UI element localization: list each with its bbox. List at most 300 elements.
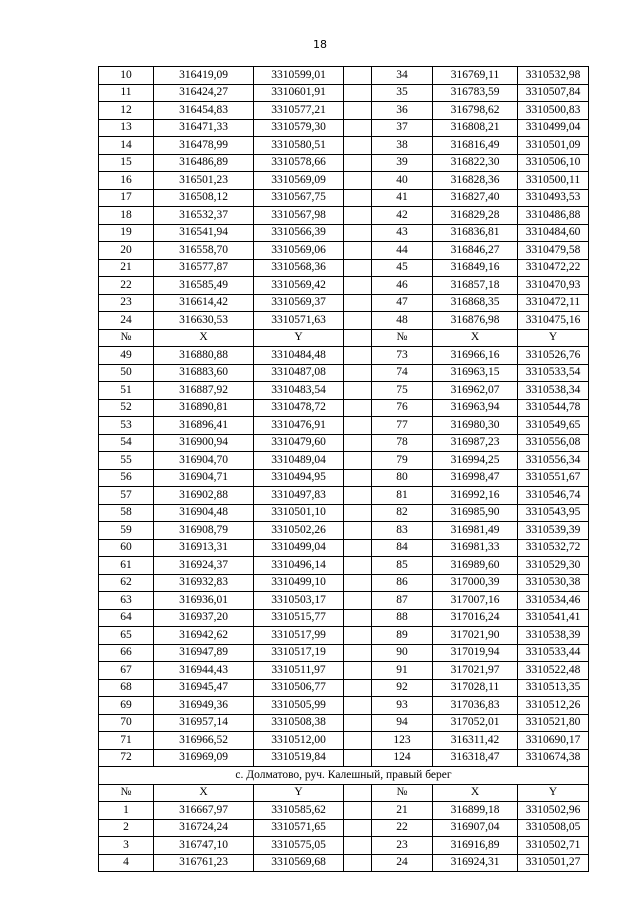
table-cell: 316747,10 (154, 837, 254, 855)
table-cell: 88 (372, 609, 433, 627)
table-cell: 3310551,67 (518, 469, 589, 487)
table-cell: 316942,62 (154, 627, 254, 645)
table-cell: 73 (372, 347, 433, 365)
table-cell: 317000,39 (433, 574, 518, 592)
table-cell: 37 (372, 119, 433, 137)
table-cell (344, 207, 372, 225)
table-cell: 316963,94 (433, 399, 518, 417)
table-cell: 316883,60 (154, 364, 254, 382)
table-cell: № (99, 329, 154, 347)
table-cell: 3310532,72 (518, 539, 589, 557)
table-cell: 316904,48 (154, 504, 254, 522)
table-cell: 92 (372, 679, 433, 697)
table-cell: 3310568,36 (254, 259, 344, 277)
table-cell: 316724,24 (154, 819, 254, 837)
table-cell: 21 (99, 259, 154, 277)
table-cell: 316981,49 (433, 522, 518, 540)
table-cell: 20 (99, 242, 154, 260)
table-cell: 316904,71 (154, 469, 254, 487)
table-cell (344, 312, 372, 330)
table-cell: 3310567,75 (254, 189, 344, 207)
table-cell (344, 364, 372, 382)
table-cell: X (433, 329, 518, 347)
table-cell (344, 294, 372, 312)
table-cell: 316318,47 (433, 749, 518, 767)
table-cell: 316508,12 (154, 189, 254, 207)
table-cell: № (372, 329, 433, 347)
table-cell: 3310499,04 (518, 119, 589, 137)
table-cell: 316981,33 (433, 539, 518, 557)
table-cell: 83 (372, 522, 433, 540)
table-cell: X (154, 784, 254, 802)
table-cell: 3310484,48 (254, 347, 344, 365)
table-row (99, 679, 589, 697)
table-cell: 316828,36 (433, 172, 518, 190)
table-cell: 316945,47 (154, 679, 254, 697)
table-cell: 3310472,22 (518, 259, 589, 277)
table-row (99, 137, 589, 155)
table-cell: 316424,27 (154, 84, 254, 102)
page-number: 18 (313, 38, 327, 51)
table-cell: 3310578,66 (254, 154, 344, 172)
table-cell: 89 (372, 627, 433, 645)
table-cell: 316761,23 (154, 854, 254, 872)
table-cell: 3310502,71 (518, 837, 589, 855)
table-cell: 3310571,63 (254, 312, 344, 330)
table-cell: 87 (372, 592, 433, 610)
table-cell: 316585,49 (154, 277, 254, 295)
table-row (99, 522, 589, 540)
table-cell: 24 (372, 854, 433, 872)
table-cell (344, 609, 372, 627)
table-cell: 43 (372, 224, 433, 242)
table-cell: 3310499,04 (254, 539, 344, 557)
table-cell: 65 (99, 627, 154, 645)
table-cell: 316932,83 (154, 574, 254, 592)
table-cell: 3310486,88 (518, 207, 589, 225)
table-cell: 316985,90 (433, 504, 518, 522)
table-cell: 316994,25 (433, 452, 518, 470)
table-cell: 3310478,72 (254, 399, 344, 417)
table-cell: 3310499,10 (254, 574, 344, 592)
table-cell: 80 (372, 469, 433, 487)
table-cell: 3310533,54 (518, 364, 589, 382)
table-row (99, 592, 589, 610)
table-cell: 56 (99, 469, 154, 487)
table-cell: 21 (372, 802, 433, 820)
table-cell: 3310502,96 (518, 802, 589, 820)
table-cell: Y (254, 784, 344, 802)
table-cell: 66 (99, 644, 154, 662)
table-cell: 3310519,84 (254, 749, 344, 767)
table-cell: 67 (99, 662, 154, 680)
table-cell: 316966,16 (433, 347, 518, 365)
table-cell: 316577,87 (154, 259, 254, 277)
table-row (99, 574, 589, 592)
table-cell: 50 (99, 364, 154, 382)
table-cell: 3310484,60 (518, 224, 589, 242)
table-cell: 316899,18 (433, 802, 518, 820)
table-cell: 3310571,65 (254, 819, 344, 837)
table-cell: 74 (372, 364, 433, 382)
table-cell: 124 (372, 749, 433, 767)
table-cell: 316419,09 (154, 67, 254, 85)
table-cell: 41 (372, 189, 433, 207)
table-cell: 316630,53 (154, 312, 254, 330)
table-cell: 3310501,10 (254, 504, 344, 522)
table-row (99, 714, 589, 732)
table-cell: 2 (99, 819, 154, 837)
table-cell: 316558,70 (154, 242, 254, 260)
table-cell: 3310501,27 (518, 854, 589, 872)
table-cell (344, 189, 372, 207)
table-cell: 316846,27 (433, 242, 518, 260)
table-cell: 316827,40 (433, 189, 518, 207)
table-cell: 58 (99, 504, 154, 522)
table-cell (344, 224, 372, 242)
table-cell: 316808,21 (433, 119, 518, 137)
table-cell (344, 784, 372, 802)
table-cell: 38 (372, 137, 433, 155)
table-row (99, 697, 589, 715)
table-row (99, 504, 589, 522)
table-cell (344, 802, 372, 820)
table-cell: 3310599,01 (254, 67, 344, 85)
table-cell: 316980,30 (433, 417, 518, 435)
table-cell: 44 (372, 242, 433, 260)
table-cell: 61 (99, 557, 154, 575)
table-cell: 3310575,05 (254, 837, 344, 855)
table-cell: 94 (372, 714, 433, 732)
table-cell: 3310569,06 (254, 242, 344, 260)
section-title: с. Долматово, руч. Калешный, правый берег (99, 767, 589, 785)
table-cell: 3310690,17 (518, 732, 589, 750)
table-row (99, 207, 589, 225)
table-cell (344, 644, 372, 662)
table-row (99, 382, 589, 400)
table-row (99, 854, 589, 872)
table-cell: 63 (99, 592, 154, 610)
table-cell: 3310517,99 (254, 627, 344, 645)
table-cell: 317021,90 (433, 627, 518, 645)
table-row (99, 294, 589, 312)
table-cell: 53 (99, 417, 154, 435)
table-cell (344, 469, 372, 487)
table-cell: 316904,70 (154, 452, 254, 470)
table-cell: 82 (372, 504, 433, 522)
table-cell: 316541,94 (154, 224, 254, 242)
table-cell: 3310534,46 (518, 592, 589, 610)
table-cell: 316478,99 (154, 137, 254, 155)
table-cell (344, 119, 372, 137)
table-row (99, 399, 589, 417)
table-cell: 3310533,44 (518, 644, 589, 662)
table-cell (344, 714, 372, 732)
table-cell (344, 84, 372, 102)
table-row (99, 119, 589, 137)
table-row (99, 539, 589, 557)
table-row (99, 469, 589, 487)
table-cell: 316876,98 (433, 312, 518, 330)
table-cell (344, 242, 372, 260)
table-cell: 64 (99, 609, 154, 627)
table-cell: 3310494,95 (254, 469, 344, 487)
table-cell (344, 172, 372, 190)
table-row (99, 189, 589, 207)
table-cell (344, 154, 372, 172)
table-cell: 3310567,98 (254, 207, 344, 225)
table-cell: 317016,24 (433, 609, 518, 627)
table-cell: 3310517,19 (254, 644, 344, 662)
table-cell: 316908,79 (154, 522, 254, 540)
table-row (99, 802, 589, 820)
table-cell (344, 662, 372, 680)
table-cell (344, 522, 372, 540)
table-cell: 3310475,16 (518, 312, 589, 330)
table-cell: 48 (372, 312, 433, 330)
table-cell (344, 819, 372, 837)
table-cell (344, 399, 372, 417)
table-row (99, 259, 589, 277)
table-cell: 316614,42 (154, 294, 254, 312)
table-cell: 90 (372, 644, 433, 662)
table-cell (344, 434, 372, 452)
table-cell: 316471,33 (154, 119, 254, 137)
table-cell: 3310539,39 (518, 522, 589, 540)
table-cell: 3310500,11 (518, 172, 589, 190)
table-cell (344, 557, 372, 575)
table-cell: 47 (372, 294, 433, 312)
table-cell: 93 (372, 697, 433, 715)
table-cell: 10 (99, 67, 154, 85)
table-cell: 316900,94 (154, 434, 254, 452)
table-cell: 316822,30 (433, 154, 518, 172)
table-cell: 60 (99, 539, 154, 557)
table-cell: 317052,01 (433, 714, 518, 732)
table-cell: 3310601,91 (254, 84, 344, 102)
table-cell: 3310483,54 (254, 382, 344, 400)
table-cell: 68 (99, 679, 154, 697)
table-cell: 3310513,35 (518, 679, 589, 697)
table-cell: 39 (372, 154, 433, 172)
table-cell (344, 347, 372, 365)
table-cell: 19 (99, 224, 154, 242)
table-cell: X (433, 784, 518, 802)
table-cell: 316987,23 (433, 434, 518, 452)
table-row (99, 609, 589, 627)
table-cell: 3310479,60 (254, 434, 344, 452)
table-cell (344, 329, 372, 347)
table-cell: 316998,47 (433, 469, 518, 487)
table-cell: 316798,62 (433, 102, 518, 120)
table-cell: 23 (372, 837, 433, 855)
table-cell: 69 (99, 697, 154, 715)
table-row (99, 84, 589, 102)
table-cell (344, 574, 372, 592)
table-cell (344, 67, 372, 85)
table-cell: 3310538,39 (518, 627, 589, 645)
table-cell: 14 (99, 137, 154, 155)
table-cell: 76 (372, 399, 433, 417)
table-cell: 40 (372, 172, 433, 190)
table-cell: 3310579,30 (254, 119, 344, 137)
table-cell: 316957,14 (154, 714, 254, 732)
table-cell: 3310522,48 (518, 662, 589, 680)
table-cell: 316857,18 (433, 277, 518, 295)
table-cell: 23 (99, 294, 154, 312)
table-cell: 3310502,26 (254, 522, 344, 540)
table-cell: 3310532,98 (518, 67, 589, 85)
table-cell: 3310530,38 (518, 574, 589, 592)
table-row (99, 417, 589, 435)
table-cell: X (154, 329, 254, 347)
table-cell (344, 749, 372, 767)
table-cell: 75 (372, 382, 433, 400)
table-cell: 3310569,42 (254, 277, 344, 295)
table-cell: 3310503,17 (254, 592, 344, 610)
table-cell: 316907,04 (433, 819, 518, 837)
table-row (99, 154, 589, 172)
table-cell: 3310541,41 (518, 609, 589, 627)
table-cell: 86 (372, 574, 433, 592)
table-cell: Y (518, 329, 589, 347)
table-cell: 317007,16 (433, 592, 518, 610)
table-cell: 84 (372, 539, 433, 557)
table-cell: 18 (99, 207, 154, 225)
table-cell: 57 (99, 487, 154, 505)
table-cell: 316311,42 (433, 732, 518, 750)
table-cell (344, 592, 372, 610)
table-row (99, 364, 589, 382)
table-cell: Y (254, 329, 344, 347)
table-row (99, 837, 589, 855)
table-header-row (99, 784, 589, 802)
table-cell (344, 627, 372, 645)
table-cell (344, 452, 372, 470)
table-cell: 316962,07 (433, 382, 518, 400)
table-cell (344, 679, 372, 697)
table-cell: 316486,89 (154, 154, 254, 172)
table-row (99, 312, 589, 330)
section-title-row (99, 767, 589, 785)
table-cell: 3310472,11 (518, 294, 589, 312)
table-cell: 35 (372, 84, 433, 102)
table-cell: 3310549,65 (518, 417, 589, 435)
table-row (99, 557, 589, 575)
table-cell: 3310500,83 (518, 102, 589, 120)
table-cell (344, 417, 372, 435)
table-cell: 316890,81 (154, 399, 254, 417)
table-cell (344, 137, 372, 155)
table-cell: 45 (372, 259, 433, 277)
table-cell (344, 837, 372, 855)
table-cell: 3310496,14 (254, 557, 344, 575)
table-cell: 62 (99, 574, 154, 592)
table-cell: 3 (99, 837, 154, 855)
table-row (99, 452, 589, 470)
table-row (99, 627, 589, 645)
table-cell: 316963,15 (433, 364, 518, 382)
table-cell (344, 539, 372, 557)
coordinates-table (98, 66, 589, 872)
table-cell: 3310489,04 (254, 452, 344, 470)
table-cell: 4 (99, 854, 154, 872)
table-cell: 3310512,00 (254, 732, 344, 750)
table-cell: 316944,43 (154, 662, 254, 680)
table-row (99, 662, 589, 680)
table-row (99, 749, 589, 767)
table-cell: 3310526,76 (518, 347, 589, 365)
table-cell: 317019,94 (433, 644, 518, 662)
table-cell: 70 (99, 714, 154, 732)
table-cell: 316667,97 (154, 802, 254, 820)
table-cell: 3310569,09 (254, 172, 344, 190)
table-cell: 34 (372, 67, 433, 85)
table-cell: 79 (372, 452, 433, 470)
table-row (99, 644, 589, 662)
table-cell (344, 697, 372, 715)
table-row (99, 277, 589, 295)
table-cell: 3310569,68 (254, 854, 344, 872)
table-cell: № (372, 784, 433, 802)
table-cell: 316454,83 (154, 102, 254, 120)
table-cell: 12 (99, 102, 154, 120)
table-cell: 3310556,08 (518, 434, 589, 452)
table-cell: 55 (99, 452, 154, 470)
table-cell: 3310543,95 (518, 504, 589, 522)
table-cell: 3310501,09 (518, 137, 589, 155)
table-cell: 85 (372, 557, 433, 575)
table-row (99, 224, 589, 242)
table-cell: 3310585,62 (254, 802, 344, 820)
table-cell: 316849,16 (433, 259, 518, 277)
table-cell: 316947,89 (154, 644, 254, 662)
table-cell: 36 (372, 102, 433, 120)
table-cell: 316868,35 (433, 294, 518, 312)
table-cell: 316836,81 (433, 224, 518, 242)
table-cell: 316769,11 (433, 67, 518, 85)
table-cell: 3310521,80 (518, 714, 589, 732)
table-cell: 316902,88 (154, 487, 254, 505)
table-cell: 71 (99, 732, 154, 750)
table-cell: 3310546,74 (518, 487, 589, 505)
table-cell (344, 259, 372, 277)
table-cell: 316887,92 (154, 382, 254, 400)
table-cell: 316949,36 (154, 697, 254, 715)
table-cell: 15 (99, 154, 154, 172)
table-cell: 316924,37 (154, 557, 254, 575)
table-cell: 3310511,97 (254, 662, 344, 680)
table-cell: 3310493,53 (518, 189, 589, 207)
table-cell: 3310529,30 (518, 557, 589, 575)
table-cell: 72 (99, 749, 154, 767)
table-cell: 316816,49 (433, 137, 518, 155)
table-cell: 3310487,08 (254, 364, 344, 382)
table-row (99, 732, 589, 750)
table-cell: 316969,09 (154, 749, 254, 767)
table-cell: 3310515,77 (254, 609, 344, 627)
table-cell (344, 487, 372, 505)
table-cell: 316937,20 (154, 609, 254, 627)
table-cell: 316501,23 (154, 172, 254, 190)
table-row (99, 819, 589, 837)
table-cell: 3310544,78 (518, 399, 589, 417)
table-cell: 22 (372, 819, 433, 837)
table-cell (344, 102, 372, 120)
table-cell: 51 (99, 382, 154, 400)
table-cell: 3310538,34 (518, 382, 589, 400)
table-cell: 3310476,91 (254, 417, 344, 435)
